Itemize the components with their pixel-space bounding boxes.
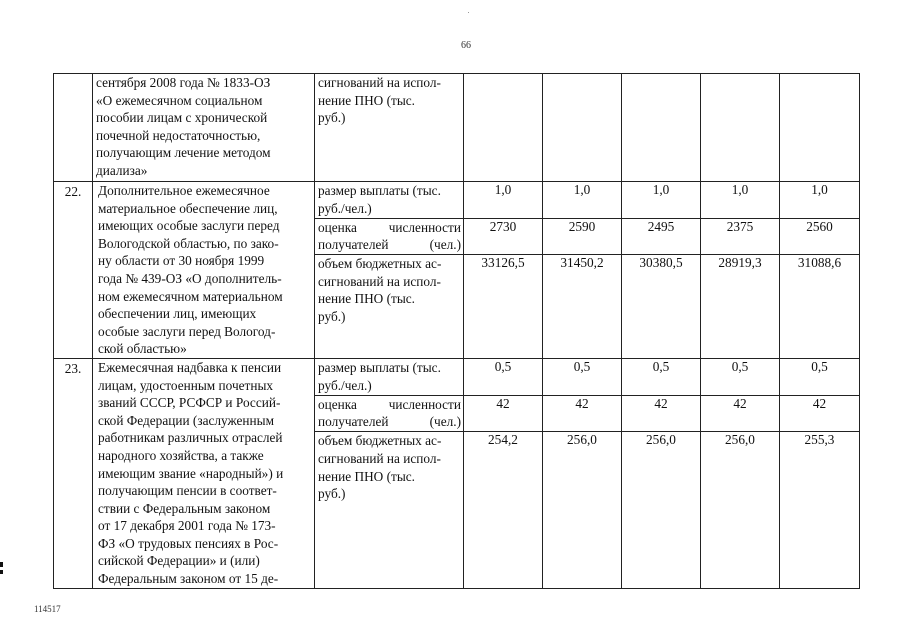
value-cell [780, 255, 860, 359]
indicator-name-line: оценка численности [318, 219, 461, 235]
program-description-cell [93, 74, 315, 182]
indicator-name-cell [315, 358, 464, 395]
indicator-name-line: получателей (чел.) [318, 414, 461, 430]
indicator-value: 42 [654, 395, 668, 411]
indicator-value: 256,0 [567, 432, 597, 448]
program-description-line: народного хозяйства, а также [98, 447, 264, 463]
program-description-cell [93, 182, 315, 359]
page-number: 66 [461, 40, 471, 51]
value-cell [622, 74, 701, 182]
value-cell [780, 182, 860, 219]
indicator-value: 1,0 [731, 182, 749, 197]
indicator-value: 42 [575, 395, 589, 411]
indicator-value: 30380,5 [639, 255, 683, 270]
value-cell [622, 182, 701, 219]
value-cell [464, 432, 543, 588]
indicator-name-line: размер выплаты (тыс. [318, 183, 441, 198]
value-cell [464, 255, 543, 359]
program-description-line: Федеральным законом от 15 де- [98, 571, 279, 587]
indicator-value: 256,0 [646, 432, 676, 448]
program-description-line: получающим лечение методом [96, 145, 271, 161]
indicator-value: 1,0 [811, 182, 828, 197]
program-description-line: ской областью» [98, 341, 187, 357]
indicator-name-line: руб./чел.) [318, 377, 372, 393]
indicator-name-line: сигнований на испол- [318, 450, 441, 466]
program-description-line: ствии с Федеральным законом [98, 500, 271, 516]
program-description-line: Вологодской областью, по зако- [98, 235, 279, 251]
program-description-line: Дополнительное ежемесячное [98, 183, 270, 198]
program-description-line: от 17 декабря 2001 года № 173- [98, 518, 276, 534]
value-cell [701, 74, 780, 182]
program-description-line: сийской Федерации» и (или) [98, 553, 260, 569]
row-number: 22. [64, 184, 82, 199]
value-cell [543, 74, 622, 182]
program-description-line: имеющим звание «народный») и [98, 465, 284, 481]
value-cell [464, 358, 543, 395]
indicator-name-cell [315, 182, 464, 219]
program-description-line: диализа» [96, 162, 148, 178]
indicator-value: 0,5 [494, 358, 512, 374]
indicator-name-line: сигнований на испол- [318, 75, 441, 90]
program-description-line: сентября 2008 года № 1833-ОЗ [96, 75, 271, 90]
value-cell [701, 182, 780, 219]
indicator-value: 256,0 [725, 432, 755, 448]
value-cell [543, 358, 622, 395]
scan-edge-mark-lower [0, 570, 3, 574]
indicator-value: 0,5 [652, 358, 670, 374]
table-row-continued [54, 74, 860, 182]
indicator-name-cell [315, 74, 464, 182]
value-cell [622, 218, 701, 255]
indicator-name-cell [315, 218, 464, 255]
indicator-name-line: объем бюджетных ас- [318, 433, 442, 449]
program-description-line: обеспечении лиц, имеющих [98, 306, 257, 322]
row-number: 23. [64, 360, 82, 376]
program-description-line: материальное обеспечение лиц, [98, 200, 278, 216]
table-row [54, 182, 860, 219]
indicator-name-line: нение ПНО (тыс. [318, 468, 416, 484]
value-cell [701, 255, 780, 359]
value-cell [780, 358, 860, 395]
value-cell [464, 218, 543, 255]
indicator-name-line: сигнований на испол- [318, 273, 441, 289]
indicator-value: 42 [496, 395, 510, 411]
indicator-name-line: руб.) [318, 308, 346, 324]
value-cell [701, 218, 780, 255]
indicator-name-line: руб.) [318, 110, 346, 126]
indicator-value: 1,0 [573, 182, 591, 197]
program-description-line: лицам, удостоенным почетных [98, 377, 274, 393]
value-cell [464, 395, 543, 432]
indicator-value: 2590 [568, 218, 596, 234]
value-cell [622, 358, 701, 395]
indicator-value: 0,5 [811, 358, 828, 374]
value-cell [701, 395, 780, 432]
program-description-line: ФЗ «О трудовых пенсиях в Рос- [98, 535, 279, 551]
indicator-value: 31450,2 [560, 255, 604, 270]
value-cell [780, 74, 860, 182]
indicator-name-line: нение ПНО (тыс. [318, 92, 416, 108]
value-cell [543, 218, 622, 255]
program-description-line: получающим пенсии в соответ- [98, 483, 277, 499]
value-cell [622, 432, 701, 588]
indicator-value: 1,0 [494, 182, 512, 197]
program-description-line: особые заслуги перед Вологод- [98, 323, 276, 339]
program-description-line: работникам различных отраслей [98, 430, 283, 446]
value-cell [464, 74, 543, 182]
indicator-name-line: размер выплаты (тыс. [318, 359, 441, 375]
indicator-name-line: оценка численности [318, 396, 461, 412]
scan-speck [468, 12, 469, 13]
program-description-line: званий СССР, РСФСР и Россий- [98, 395, 281, 411]
program-description-line: «О ежемесячном социальном [96, 92, 263, 108]
program-description-line: почечной недостаточностью, [96, 127, 261, 143]
value-cell [780, 395, 860, 432]
value-cell [780, 218, 860, 255]
value-cell [543, 182, 622, 219]
indicator-name-line: руб./чел.) [318, 200, 372, 216]
value-cell [464, 182, 543, 219]
indicator-name-line: нение ПНО (тыс. [318, 291, 416, 307]
value-cell [780, 432, 860, 588]
program-description-line: ну области от 30 ноября 1999 [98, 253, 265, 269]
program-description-line: ном ежемесячном материальном [98, 288, 283, 304]
indicator-name-cell [315, 432, 464, 588]
indicator-value: 255,3 [804, 432, 835, 448]
value-cell [543, 255, 622, 359]
indicator-name-line: руб.) [318, 486, 346, 502]
document-code: 114517 [34, 604, 61, 614]
indicator-value: 0,5 [573, 358, 591, 374]
program-description-line: ской Федерации (заслуженным [98, 412, 274, 428]
program-description-line: Ежемесячная надбавка к пенсии [98, 359, 282, 375]
program-description-line: пособии лицам с хронической [96, 110, 268, 126]
indicator-value: 2730 [489, 218, 517, 234]
program-description-cell [93, 358, 315, 588]
indicator-value: 2560 [806, 218, 833, 234]
value-cell [622, 255, 701, 359]
row-number-cell [54, 182, 93, 359]
value-cell [543, 395, 622, 432]
value-cell [701, 432, 780, 588]
row-number-cell [54, 74, 93, 182]
program-description-line: года № 439-ОЗ «О дополнитель- [98, 270, 282, 286]
table-row [54, 358, 860, 395]
row-number-cell [54, 358, 93, 588]
indicator-value: 42 [733, 395, 747, 411]
value-cell [622, 395, 701, 432]
indicator-name-cell [315, 255, 464, 359]
program-description-line: имеющих особые заслуги перед [98, 218, 280, 234]
indicator-name-line: объем бюджетных ас- [318, 256, 442, 271]
indicator-value: 1,0 [652, 182, 670, 197]
indicator-value: 42 [812, 395, 827, 411]
budget-table [53, 73, 860, 589]
value-cell [543, 432, 622, 588]
indicator-value: 254,2 [488, 432, 518, 448]
indicator-value: 2495 [647, 218, 675, 234]
indicator-value: 0,5 [731, 358, 749, 374]
indicator-value: 28919,3 [718, 255, 762, 270]
indicator-value: 2375 [726, 218, 754, 234]
scan-edge-mark-upper [0, 562, 3, 567]
indicator-name-line: получателей (чел.) [318, 237, 461, 253]
indicator-value: 33126,5 [481, 255, 525, 270]
indicator-value: 31088,6 [797, 255, 842, 270]
value-cell [701, 358, 780, 395]
indicator-name-cell [315, 395, 464, 432]
